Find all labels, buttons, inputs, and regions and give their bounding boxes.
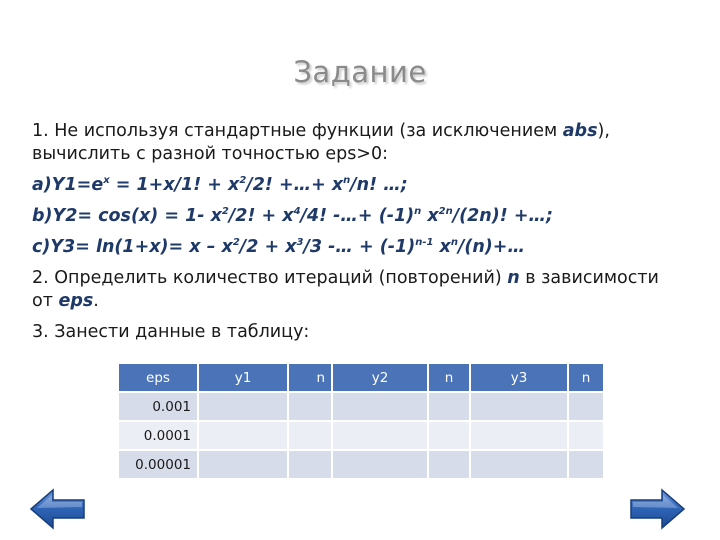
cell-n1[interactable] — [288, 450, 332, 479]
header-y2: y2 — [332, 363, 428, 392]
results-table — [117, 362, 605, 480]
cell-y3[interactable] — [470, 392, 568, 421]
header-eps: eps — [118, 363, 198, 392]
task-item-1: 1. Не используя стандартные функции (за исключением abs), — [32, 121, 610, 141]
cell-y3[interactable] — [470, 450, 568, 479]
header-y1: y1 — [198, 363, 288, 392]
table-row — [118, 450, 604, 479]
task-item-1-line2: вычислить с разной точностью eps>0: — [32, 144, 388, 164]
slide-title: Задание — [293, 55, 427, 89]
formula-b: b)Y2= cos(x) = 1- $x^2/2$! + $x^4/4$! -…+ $(-1)^n$ $x^{2n}/(2n)$! +…; — [32, 206, 553, 226]
table-row — [118, 392, 604, 421]
eps-keyword: eps — [58, 291, 94, 311]
task-item-2: 2. Определить количество итераций (повторений) n в зависимости — [32, 268, 659, 288]
cell-n1[interactable] — [288, 421, 332, 450]
cell-n1[interactable] — [288, 392, 332, 421]
task-content — [32, 120, 692, 344]
cell-n2[interactable] — [428, 392, 470, 421]
cell-y2[interactable] — [332, 450, 428, 479]
cell-y2[interactable] — [332, 392, 428, 421]
arrow-right-icon — [628, 488, 686, 530]
header-n2: n — [428, 363, 470, 392]
back-button[interactable] — [29, 488, 87, 530]
header-y3: y3 — [470, 363, 568, 392]
n-keyword: n — [507, 268, 520, 288]
table-header-row — [118, 363, 604, 392]
table-row — [118, 421, 604, 450]
next-button[interactable] — [628, 488, 686, 530]
header-n1: n — [288, 363, 332, 392]
formula-c: $c)Y3= \ln(1+x)= x - x^2/2 + x^3/3$ -… + $(-1)^{n-1}$ $x^n/(n)+\dots$ — [32, 237, 525, 257]
cell-y2[interactable] — [332, 421, 428, 450]
cell-y1[interactable] — [198, 421, 288, 450]
cell-n2[interactable] — [428, 450, 470, 479]
cell-y3[interactable] — [470, 421, 568, 450]
header-n3: n — [568, 363, 604, 392]
cell-eps: 0.00001 — [118, 450, 198, 479]
cell-y1[interactable] — [198, 392, 288, 421]
cell-n2[interactable] — [428, 421, 470, 450]
task-item-2-line2: от eps. — [32, 291, 99, 311]
cell-eps: 0.0001 — [118, 421, 198, 450]
abs-keyword: abs — [562, 121, 598, 141]
cell-eps: 0.001 — [118, 392, 198, 421]
cell-y1[interactable] — [198, 450, 288, 479]
arrow-left-icon — [29, 488, 87, 530]
formula-a: $a)Y1=e^x = 1+x/1$! + $x^2/2$! +…+ $x^n/n$! …; — [32, 175, 408, 195]
cell-n3[interactable] — [568, 392, 604, 421]
task-item-3: 3. Занести данные в таблицу: — [32, 322, 310, 342]
cell-n3[interactable] — [568, 450, 604, 479]
cell-n3[interactable] — [568, 421, 604, 450]
